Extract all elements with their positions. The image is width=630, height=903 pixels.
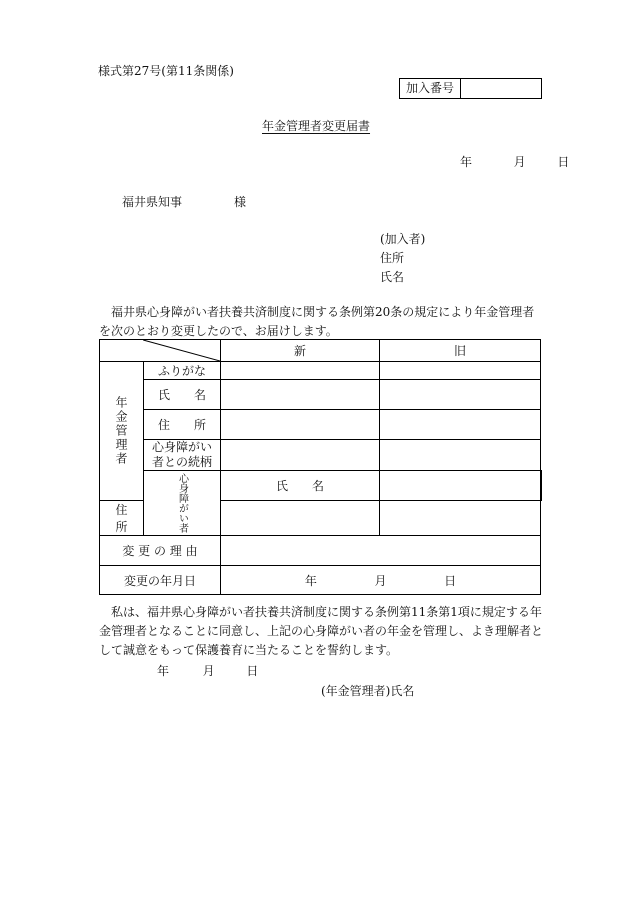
disabled-name-label: 氏 名: [221, 471, 380, 501]
furigana-label: ふりがな: [144, 362, 221, 380]
change-reason-label: 変 更 の 理 由: [100, 536, 221, 566]
change-date-year: 年: [304, 573, 317, 588]
relation-new-field[interactable]: [221, 440, 380, 471]
member-number-label: 加入番号: [400, 79, 461, 98]
consent-date-month: 月: [202, 664, 215, 678]
group-label-disabled: [144, 471, 221, 536]
date-day-label: 日: [557, 155, 570, 169]
relation-label-line1: 心身障がい: [151, 440, 212, 454]
manager-furigana-old-field[interactable]: [380, 362, 541, 380]
intro-paragraph: 福井県心身障がい者扶養共済制度に関する条例第20条の規定により年金管理者を次のとおり変更したので、お届けします。: [99, 305, 535, 338]
form-number: 様式第27号(第11条関係): [98, 64, 234, 78]
member-number-field[interactable]: [461, 79, 541, 98]
disabled-address-old-field[interactable]: [380, 501, 541, 536]
column-header-old: 旧: [380, 340, 541, 362]
relation-label-line2: 者との続柄: [151, 455, 212, 469]
table-corner-cell: [100, 340, 221, 362]
change-date-day: 日: [444, 573, 457, 588]
relation-old-field[interactable]: [380, 440, 541, 471]
disabled-address-label: 住 所: [100, 501, 144, 536]
manager-name-old-field[interactable]: [380, 380, 541, 410]
relation-label: [144, 440, 221, 471]
consent-date: [157, 662, 258, 679]
change-table: [99, 339, 542, 595]
date-year-label: 年: [460, 155, 473, 169]
manager-address-label: 住 所: [144, 410, 221, 440]
manager-address-new-field[interactable]: [221, 410, 380, 440]
disabled-address-new-field[interactable]: [221, 501, 380, 536]
applicant-address-label: 住所: [380, 251, 405, 265]
date-month-label: 月: [513, 155, 526, 169]
column-header-new: 新: [221, 340, 380, 362]
manager-furigana-new-field[interactable]: [221, 362, 380, 380]
addressee-honorific: 様: [234, 195, 247, 209]
applicant-block: [380, 230, 500, 287]
submission-date: [460, 153, 569, 170]
consent-date-day: 日: [246, 664, 259, 678]
change-reason-field[interactable]: [221, 536, 541, 566]
addressee-name: 福井県知事: [122, 195, 183, 209]
consent-date-year: 年: [157, 664, 170, 678]
change-date-field[interactable]: [221, 566, 541, 595]
manager-name-new-field[interactable]: [221, 380, 380, 410]
change-date-label: 変更の年月日: [100, 566, 221, 595]
group-label-manager: [100, 362, 144, 501]
signature-label: (年金管理者)氏名: [321, 684, 415, 698]
group-label-manager-text: 年金管理者: [114, 396, 128, 466]
member-number-box: [399, 78, 542, 99]
manager-name-label: 氏 名: [144, 380, 221, 410]
applicant-name-label: 氏名: [380, 270, 405, 284]
disabled-name-new-field[interactable]: [380, 471, 541, 501]
addressee: [122, 193, 246, 210]
applicant-role: (加入者): [380, 232, 426, 246]
manager-address-old-field[interactable]: [380, 410, 541, 440]
consent-paragraph: 私は、福井県心身障がい者扶養共済制度に関する条例第11条第1項に規定する年金管理者となることに同意し、上記の心身障がい者の年金を管理し、よき理解者として誠意をもって保護養育に当たることを誓約します。: [99, 605, 544, 657]
disabled-name-old-field[interactable]: [541, 471, 542, 501]
group-label-disabled-text: 心身障がい者: [176, 473, 188, 533]
page-title: 年金管理者変更届書: [262, 119, 371, 133]
diagonal-line: [100, 340, 220, 361]
change-date-month: 月: [374, 573, 387, 588]
change-date-values: [305, 574, 456, 588]
